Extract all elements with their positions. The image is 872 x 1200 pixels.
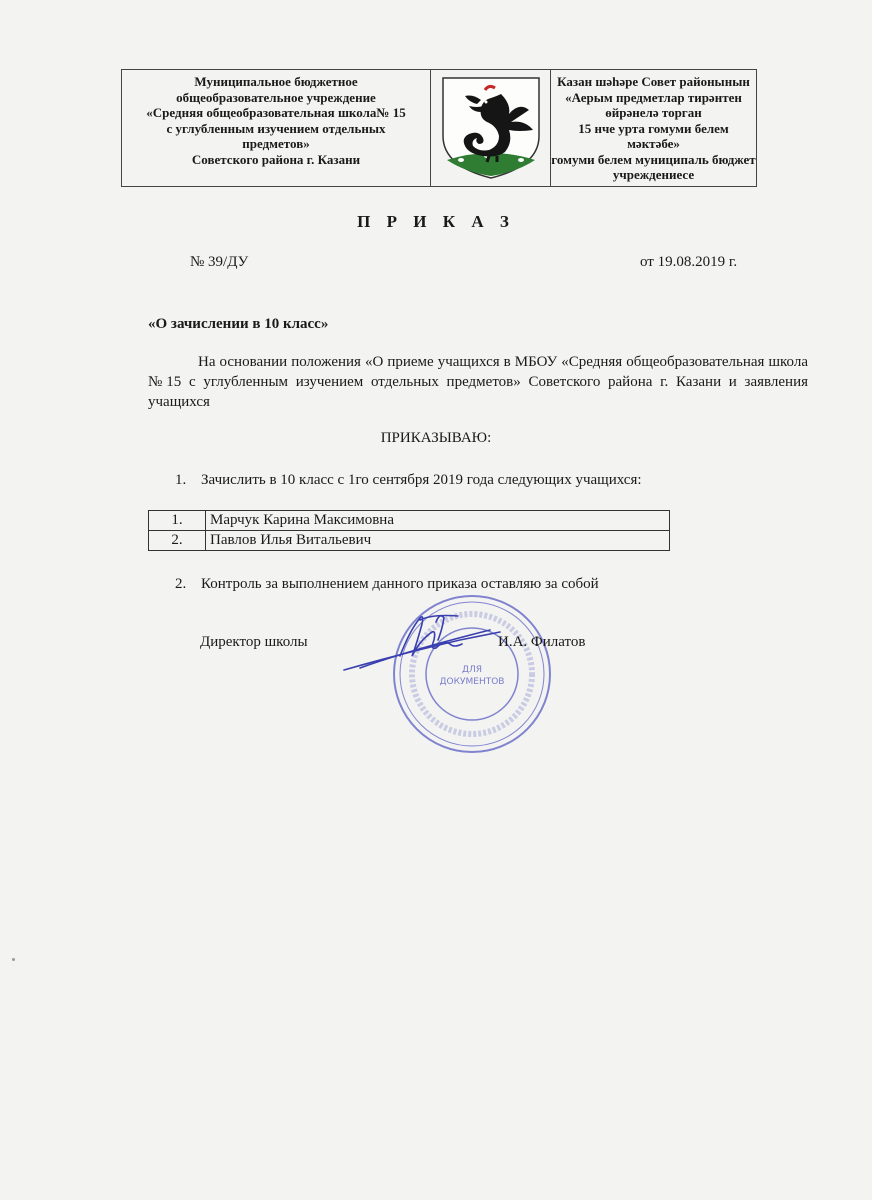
kazan-zilant-dragon-emblem-icon bbox=[437, 74, 545, 182]
letterhead-right-line: учреждениесе bbox=[612, 167, 695, 182]
table-row bbox=[149, 531, 670, 551]
director-label: Директор школы bbox=[200, 634, 308, 650]
letterhead-table bbox=[121, 69, 757, 187]
stamp-line-1: ДЛЯ bbox=[461, 665, 483, 675]
order-number: № 39/ДУ bbox=[190, 254, 249, 270]
order-basis-text: На основании положения «О приеме учащихся в МБОУ «Средняя общеобразовательная школа №15 с углубленным изучением отдельных предметов» Советского района г. Казани и заявления учащихся bbox=[148, 354, 808, 410]
letterhead-right-tatar bbox=[551, 70, 756, 186]
letterhead-right-line: өйрәнелә торган bbox=[605, 105, 702, 120]
students-table bbox=[148, 510, 670, 551]
student-number: 2. bbox=[149, 531, 206, 551]
letterhead-left-line: «Средняя общеобразовательная школа№ 15 bbox=[146, 105, 406, 120]
order-item bbox=[175, 472, 642, 489]
student-name: Марчук Карина Максимовна bbox=[206, 511, 670, 531]
order-item bbox=[175, 576, 599, 593]
order-item-text: Зачислить в 10 класс с 1го сентября 2019 года следующих учащихся: bbox=[201, 472, 642, 488]
director-signature-icon bbox=[340, 610, 510, 680]
document-title: П Р И К А З bbox=[357, 212, 515, 231]
order-basis-paragraph bbox=[148, 352, 808, 412]
order-item-number: 2. bbox=[175, 576, 187, 592]
letterhead-left-line: с углубленным изучением отдельных bbox=[166, 120, 386, 136]
letterhead-left-line: Муниципальное бюджетное bbox=[194, 74, 358, 89]
letterhead-right-line: 15 нче урта гомуми белем мәктәбе» bbox=[578, 120, 729, 151]
letterhead-right-line: гомуми белем муниципаль бюджет bbox=[551, 151, 756, 167]
letterhead-right-line: Казан шәһәре Совет районынын bbox=[557, 74, 750, 89]
scan-speck bbox=[12, 958, 15, 961]
order-item-text: Контроль за выполнением данного приказа оставляю за собой bbox=[201, 576, 599, 592]
order-word-heading: ПРИКАЗЫВАЮ: bbox=[380, 430, 492, 446]
student-number: 1. bbox=[149, 511, 206, 531]
order-date: от 19.08.2019 г. bbox=[640, 254, 738, 270]
letterhead-left-line: общеобразовательное учреждение bbox=[176, 89, 376, 105]
table-row bbox=[149, 511, 670, 531]
letterhead-left-line: Советского района г. Казани bbox=[191, 151, 361, 167]
letterhead-left-russian bbox=[122, 70, 431, 186]
letterhead-left-line: предметов» bbox=[242, 136, 310, 151]
student-name: Павлов Илья Витальевич bbox=[206, 531, 670, 551]
stamp-line-2: ДОКУМЕНТОВ bbox=[439, 677, 505, 687]
order-item-number: 1. bbox=[175, 472, 187, 488]
director-name: И.А. Филатов bbox=[498, 634, 586, 650]
order-subject: «О зачислении в 10 класс» bbox=[148, 316, 329, 332]
letterhead-emblem-cell bbox=[431, 70, 551, 186]
letterhead-right-line: «Аерым предметлар тирәнтен bbox=[565, 89, 742, 105]
